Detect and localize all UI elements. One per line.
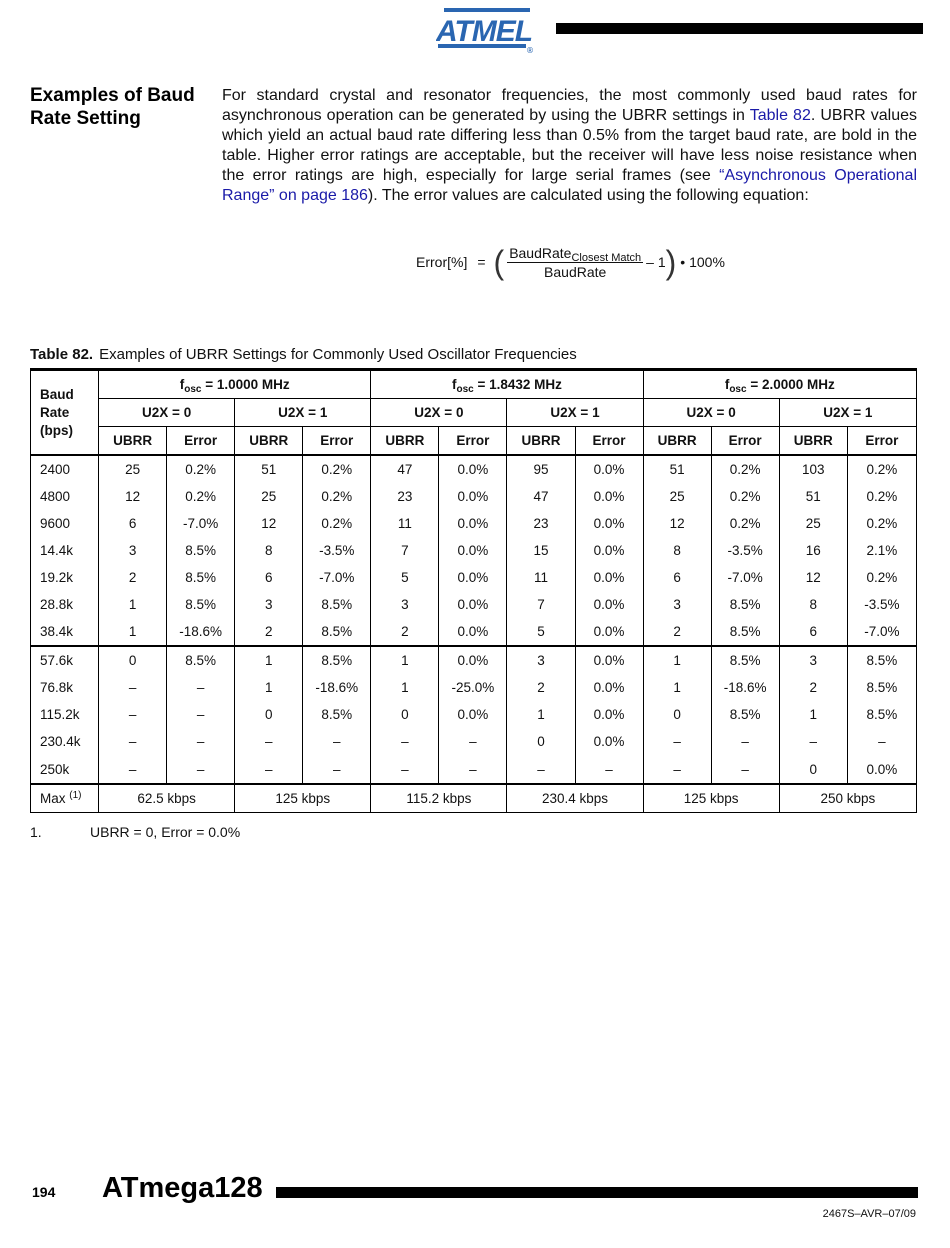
error-cell: 0.0% xyxy=(439,510,507,537)
table-row xyxy=(31,455,917,483)
error-cell: -7.0% xyxy=(303,564,371,591)
left-paren: ( xyxy=(493,243,505,281)
ubrr-cell: 1 xyxy=(371,646,439,674)
max-row xyxy=(31,784,917,813)
footnote-number: 1. xyxy=(30,824,42,840)
ubrr-cell: 25 xyxy=(99,455,167,483)
ubrr-cell: 1 xyxy=(371,674,439,701)
error-cell: – xyxy=(847,728,916,755)
ubrr-cell: 25 xyxy=(235,483,303,510)
table-caption-text: Examples of UBRR Settings for Commonly Used Oscillator Frequencies xyxy=(99,346,577,363)
ubrr-cell: 7 xyxy=(507,591,575,618)
table-caption-label: Table 82. xyxy=(30,346,94,363)
column-header: Error xyxy=(847,427,916,456)
ubrr-cell: 3 xyxy=(371,591,439,618)
error-cell: 0.2% xyxy=(303,510,371,537)
ubrr-cell: 47 xyxy=(371,455,439,483)
ubrr-table xyxy=(30,368,917,813)
error-cell: 0.2% xyxy=(711,510,779,537)
error-cell: 0.0% xyxy=(575,455,643,483)
error-cell: – xyxy=(711,755,779,784)
error-cell: 0.0% xyxy=(439,483,507,510)
column-header: Error xyxy=(575,427,643,456)
column-header: UBRR xyxy=(779,427,847,456)
table-row xyxy=(31,755,917,784)
error-cell: 0.0% xyxy=(439,455,507,483)
error-cell: -18.6% xyxy=(711,674,779,701)
intro-text-2: . UBRR values which yield an actual baud rate differing less than 0.5% from the target baud rate, are bold in the table. Higher error ratings are acceptable, but the receiver will have less noise resistance when the error ratings are high, especially for large serial frames (see xyxy=(222,107,918,184)
right-paren: ) xyxy=(665,243,677,281)
ubrr-cell: 0 xyxy=(507,728,575,755)
error-cell: 8.5% xyxy=(303,646,371,674)
error-cell: 0.2% xyxy=(167,455,235,483)
ubrr-cell: 2 xyxy=(643,618,711,646)
error-cell: -18.6% xyxy=(167,618,235,646)
error-cell: 0.2% xyxy=(167,483,235,510)
footnote-text: UBRR = 0, Error = 0.0% xyxy=(90,824,241,840)
error-cell: 0.2% xyxy=(711,483,779,510)
error-cell: – xyxy=(711,728,779,755)
u2x-header: U2X = 0 xyxy=(371,399,507,427)
baud-rate-cell: 4800 xyxy=(31,483,99,510)
error-cell: 8.5% xyxy=(303,618,371,646)
ubrr-cell: 3 xyxy=(235,591,303,618)
ubrr-cell: – xyxy=(99,701,167,728)
ubrr-cell: 12 xyxy=(643,510,711,537)
baud-rate-header: Baud Rate (bps) xyxy=(31,370,99,456)
ubrr-cell: 5 xyxy=(371,564,439,591)
error-cell: 0.0% xyxy=(439,701,507,728)
logo-registered-mark: ® xyxy=(526,46,534,54)
ubrr-cell: 0 xyxy=(643,701,711,728)
ubrr-cell: 2 xyxy=(235,618,303,646)
baud-rate-cell: 230.4k xyxy=(31,728,99,755)
error-cell: 0.0% xyxy=(439,646,507,674)
ubrr-cell: 6 xyxy=(643,564,711,591)
column-header: Error xyxy=(439,427,507,456)
ubrr-cell: – xyxy=(99,728,167,755)
table-row xyxy=(31,728,917,755)
baud-rate-cell: 115.2k xyxy=(31,701,99,728)
u2x-header: U2X = 1 xyxy=(235,399,371,427)
error-cell: 8.5% xyxy=(303,591,371,618)
ubrr-cell: 5 xyxy=(507,618,575,646)
ubrr-cell: 1 xyxy=(99,591,167,618)
error-cell: 8.5% xyxy=(847,674,916,701)
link-table-82[interactable]: Table 82 xyxy=(749,107,811,124)
error-cell: -25.0% xyxy=(439,674,507,701)
ubrr-cell: 6 xyxy=(779,618,847,646)
error-cell: 8.5% xyxy=(711,701,779,728)
error-cell: 8.5% xyxy=(847,646,916,674)
baud-rate-cell: 57.6k xyxy=(31,646,99,674)
ubrr-cell: 0 xyxy=(779,755,847,784)
ubrr-cell: 25 xyxy=(643,483,711,510)
column-header: Error xyxy=(303,427,371,456)
header-rule xyxy=(556,23,923,34)
ubrr-cell: 7 xyxy=(371,537,439,564)
osc-header-2: $f_{osc} = 1.8432$ MHz xyxy=(371,370,643,399)
error-cell: 0.0% xyxy=(575,510,643,537)
intro-paragraph xyxy=(222,86,917,206)
equation-lhs: Error[%] xyxy=(416,254,468,270)
ubrr-cell: 3 xyxy=(507,646,575,674)
error-cell: 0.0% xyxy=(575,618,643,646)
ubrr-cell: 1 xyxy=(235,646,303,674)
ubrr-cell: – xyxy=(643,728,711,755)
ubrr-cell: 3 xyxy=(643,591,711,618)
equation-times: • 100% xyxy=(680,254,725,270)
error-cell: – xyxy=(303,755,371,784)
error-equation xyxy=(416,242,725,282)
ubrr-cell: – xyxy=(99,755,167,784)
column-header: UBRR xyxy=(99,427,167,456)
column-header: UBRR xyxy=(371,427,439,456)
max-footnote-ref: (1) xyxy=(69,790,82,801)
ubrr-cell: 8 xyxy=(643,537,711,564)
ubrr-cell: 0 xyxy=(235,701,303,728)
table-row xyxy=(31,591,917,618)
ubrr-cell: 51 xyxy=(643,455,711,483)
error-cell: 0.0% xyxy=(575,537,643,564)
ubrr-cell: – xyxy=(779,728,847,755)
ubrr-cell: 6 xyxy=(99,510,167,537)
ubrr-cell: – xyxy=(235,728,303,755)
error-cell: 0.2% xyxy=(847,455,916,483)
ubrr-cell: 0 xyxy=(371,701,439,728)
error-cell: 8.5% xyxy=(847,701,916,728)
table-row xyxy=(31,701,917,728)
product-name: ATmega128 xyxy=(102,1172,263,1204)
baud-rate-cell: 19.2k xyxy=(31,564,99,591)
baud-rate-cell: 250k xyxy=(31,755,99,784)
ubrr-cell: 47 xyxy=(507,483,575,510)
error-cell: 0.0% xyxy=(575,483,643,510)
error-cell: -3.5% xyxy=(847,591,916,618)
column-header: UBRR xyxy=(643,427,711,456)
max-label: Max $^{(1)}$ xyxy=(31,784,99,813)
osc-header-1: $f_{osc} = 1.0000$ MHz xyxy=(99,370,371,399)
atmel-logo xyxy=(436,4,536,54)
ubrr-cell: – xyxy=(371,728,439,755)
equation-fraction xyxy=(507,245,643,280)
ubrr-cell: 23 xyxy=(371,483,439,510)
ubrr-cell: 23 xyxy=(507,510,575,537)
error-cell: 0.2% xyxy=(847,510,916,537)
ubrr-cell: 51 xyxy=(779,483,847,510)
column-header: UBRR xyxy=(507,427,575,456)
table-row xyxy=(31,510,917,537)
error-cell: – xyxy=(167,674,235,701)
ubrr-cell: 51 xyxy=(235,455,303,483)
ubrr-cell: 1 xyxy=(643,646,711,674)
error-cell: 0.0% xyxy=(575,564,643,591)
error-cell: – xyxy=(167,728,235,755)
ubrr-cell: 2 xyxy=(371,618,439,646)
footnote xyxy=(30,824,240,840)
error-cell: 0.0% xyxy=(575,591,643,618)
table-row xyxy=(31,537,917,564)
table-row xyxy=(31,618,917,646)
intro-text-1: For standard crystal and resonator frequencies, the most commonly used baud rates for asynchronous operation can be generated by using the UBRR settings in xyxy=(222,87,917,124)
error-cell: 0.2% xyxy=(847,483,916,510)
fraction-denominator: BaudRate xyxy=(544,263,607,280)
error-cell: 8.5% xyxy=(711,618,779,646)
u2x-header: U2X = 1 xyxy=(779,399,916,427)
ubrr-cell: 12 xyxy=(779,564,847,591)
baud-rate-cell: 9600 xyxy=(31,510,99,537)
baud-rate-cell: 76.8k xyxy=(31,674,99,701)
u2x-header: U2X = 0 xyxy=(643,399,779,427)
ubrr-cell: 1 xyxy=(643,674,711,701)
error-cell: 0.0% xyxy=(439,618,507,646)
error-cell: 0.0% xyxy=(439,591,507,618)
column-header: UBRR xyxy=(235,427,303,456)
osc-header-3: $f_{osc} = 2.0000$ MHz xyxy=(643,370,916,399)
error-cell: 0.0% xyxy=(575,646,643,674)
ubrr-cell: 95 xyxy=(507,455,575,483)
ubrr-cell: 3 xyxy=(99,537,167,564)
ubrr-cell: 25 xyxy=(779,510,847,537)
column-header: Error xyxy=(167,427,235,456)
table-caption xyxy=(30,346,577,363)
ubrr-cell: 1 xyxy=(507,701,575,728)
error-cell: 8.5% xyxy=(167,646,235,674)
table-row xyxy=(31,564,917,591)
error-cell: 8.5% xyxy=(711,646,779,674)
footer-rule xyxy=(276,1187,918,1198)
ubrr-cell: 103 xyxy=(779,455,847,483)
ubrr-cell: – xyxy=(371,755,439,784)
link-async-range[interactable]: “Asynchronous Operational Range” on page 186 xyxy=(222,167,918,204)
error-cell: 0.0% xyxy=(575,728,643,755)
error-cell: 0.2% xyxy=(303,483,371,510)
table-row xyxy=(31,483,917,510)
error-cell: 8.5% xyxy=(303,701,371,728)
equation-minus-one: – 1 xyxy=(646,254,666,270)
error-cell: – xyxy=(167,755,235,784)
ubrr-cell: 2 xyxy=(507,674,575,701)
baud-rate-cell: 28.8k xyxy=(31,591,99,618)
error-cell: -18.6% xyxy=(303,674,371,701)
ubrr-cell: 1 xyxy=(99,618,167,646)
ubrr-cell: 0 xyxy=(99,646,167,674)
error-cell: 0.2% xyxy=(847,564,916,591)
ubrr-cell: 8 xyxy=(779,591,847,618)
ubrr-cell: – xyxy=(643,755,711,784)
ubrr-cell: 12 xyxy=(235,510,303,537)
error-cell: – xyxy=(439,728,507,755)
ubrr-cell: 2 xyxy=(779,674,847,701)
section-title: Examples of Baud Rate Setting xyxy=(30,85,195,129)
error-cell: 8.5% xyxy=(711,591,779,618)
error-cell: -3.5% xyxy=(711,537,779,564)
equation-equals: = xyxy=(477,254,486,270)
baud-rate-cell: 14.4k xyxy=(31,537,99,564)
max-value-cell: 125 kbps xyxy=(235,784,371,813)
u2x-header: U2X = 0 xyxy=(99,399,235,427)
error-cell: – xyxy=(167,701,235,728)
ubrr-cell: – xyxy=(99,674,167,701)
max-value-cell: 250 kbps xyxy=(779,784,916,813)
ubrr-cell: 11 xyxy=(371,510,439,537)
ubrr-cell: 16 xyxy=(779,537,847,564)
error-cell: – xyxy=(439,755,507,784)
error-cell: 0.0% xyxy=(575,674,643,701)
document-code: 2467S–AVR–07/09 xyxy=(822,1208,916,1220)
error-cell: – xyxy=(303,728,371,755)
u2x-header: U2X = 1 xyxy=(507,399,643,427)
error-cell: 8.5% xyxy=(167,564,235,591)
error-cell: 2.1% xyxy=(847,537,916,564)
fraction-numerator: BaudRate$_{Closest Match}$ xyxy=(509,244,642,264)
baud-rate-cell: 2400 xyxy=(31,455,99,483)
ubrr-cell: 1 xyxy=(779,701,847,728)
error-cell: -7.0% xyxy=(167,510,235,537)
ubrr-cell: 15 xyxy=(507,537,575,564)
error-cell: 0.2% xyxy=(711,455,779,483)
ubrr-cell: 1 xyxy=(235,674,303,701)
error-cell: 0.0% xyxy=(439,537,507,564)
ubrr-cell: 6 xyxy=(235,564,303,591)
error-cell: 0.0% xyxy=(847,755,916,784)
error-cell: 0.0% xyxy=(575,701,643,728)
ubrr-cell: – xyxy=(235,755,303,784)
ubrr-cell: – xyxy=(507,755,575,784)
intro-text-3: ). The error values are calculated using the following equation: xyxy=(367,187,809,204)
baud-rate-cell: 38.4k xyxy=(31,618,99,646)
ubrr-cell: 11 xyxy=(507,564,575,591)
error-cell: 8.5% xyxy=(167,537,235,564)
ubrr-cell: 8 xyxy=(235,537,303,564)
error-cell: -3.5% xyxy=(303,537,371,564)
max-value-cell: 62.5 kbps xyxy=(99,784,235,813)
logo-text: ATMEL xyxy=(436,15,533,48)
max-value-cell: 115.2 kbps xyxy=(371,784,507,813)
error-cell: -7.0% xyxy=(711,564,779,591)
max-value-cell: 125 kbps xyxy=(643,784,779,813)
error-cell: 0.0% xyxy=(439,564,507,591)
ubrr-cell: 2 xyxy=(99,564,167,591)
error-cell: – xyxy=(575,755,643,784)
ubrr-cell: 12 xyxy=(99,483,167,510)
table-row xyxy=(31,674,917,701)
table-row xyxy=(31,646,917,674)
page-number: 194 xyxy=(32,1184,56,1200)
max-value-cell: 230.4 kbps xyxy=(507,784,643,813)
ubrr-cell: 3 xyxy=(779,646,847,674)
column-header: Error xyxy=(711,427,779,456)
error-cell: 0.2% xyxy=(303,455,371,483)
error-cell: -7.0% xyxy=(847,618,916,646)
error-cell: 8.5% xyxy=(167,591,235,618)
